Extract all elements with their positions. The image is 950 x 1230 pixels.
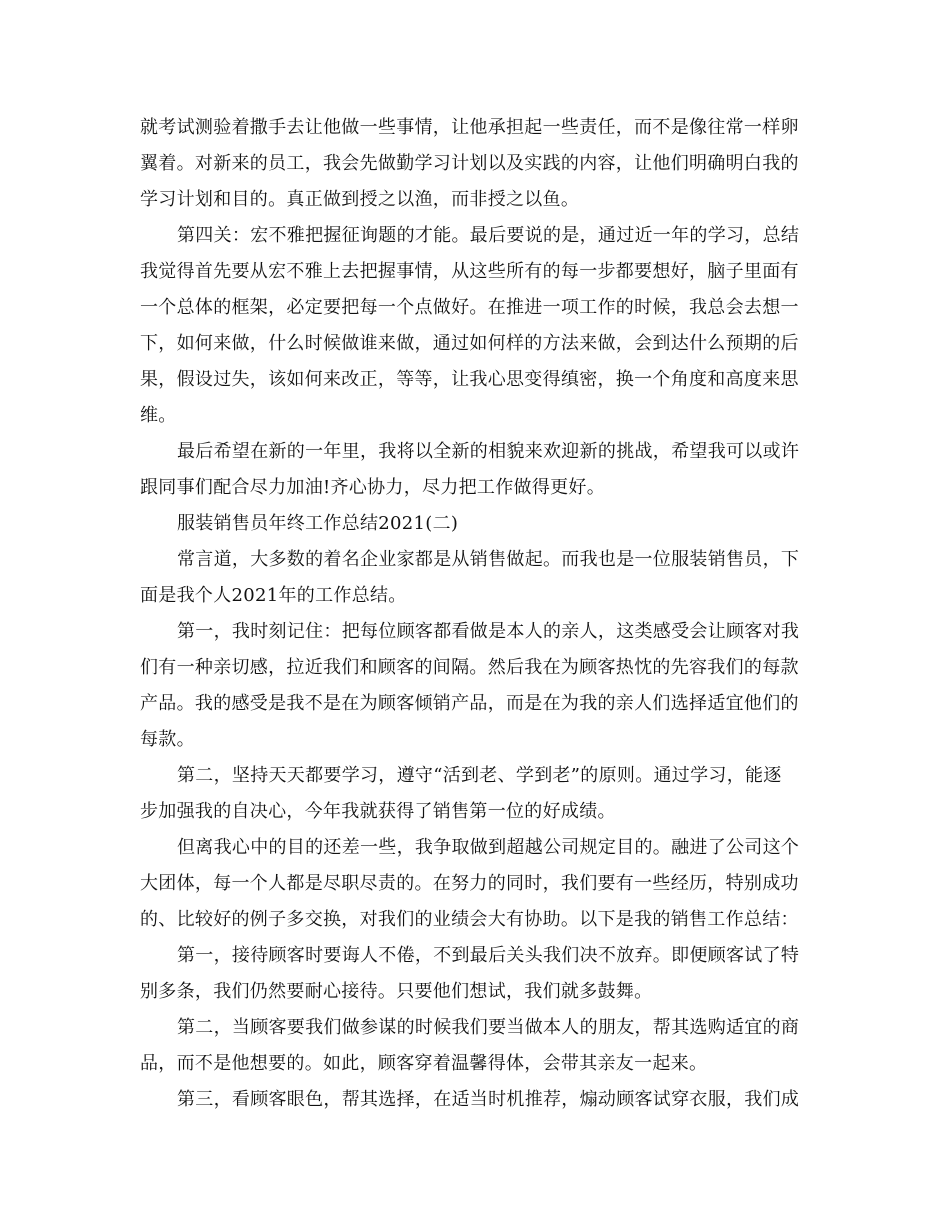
paragraph: [140, 542, 825, 614]
text-line: 们有一种亲切感，拉近我们和顾客的间隔。然后我在为顾客热忱的先容我们的每款: [140, 657, 799, 678]
paragraph: [140, 434, 825, 506]
paragraph: [140, 758, 825, 830]
text-line: 学习计划和目的。真正做到授之以渔，而非授之以鱼。: [140, 189, 580, 210]
text-line: 维。: [140, 405, 177, 426]
text-line: 品，而不是他想要的。如此，顾客穿着温馨得体，会带其亲友一起来。: [140, 1053, 708, 1074]
text-line: 第二，当顾客要我们做参谋的时候我们要当做本人的朋友，帮其选购适宜的商: [177, 1017, 800, 1038]
text-line: 的、比较好的例子多交换，对我们的业绩会大有协助。以下是我的销售工作总结：: [140, 909, 799, 930]
text-line: 第三，看顾客眼色，帮其选择，在适当时机推荐，煽动顾客试穿衣服，我们成: [177, 1089, 800, 1110]
text-line: 但离我心中的目的还差一些，我争取做到超越公司规定目的。融进了公司这个: [177, 837, 800, 858]
text-line: 一个总体的框架，必定要把每一个点做好。在推进一项工作的时候，我总会去想一: [140, 297, 799, 318]
text-line: 我觉得首先要从宏不雅上去把握事情，从这些所有的每一步都要想好，脑子里面有: [140, 261, 799, 282]
paragraph: [140, 218, 825, 434]
text-line: 别多条，我们仍然要耐心接待。只要他们想试，我们就多鼓舞。: [140, 981, 653, 1002]
text-line: 第二，坚持天天都要学习，遵守“活到老、学到老”的原则。通过学习，能逐: [177, 765, 782, 786]
text-line: 跟同事们配合尽力加油!齐心协力，尽力把工作做得更好。: [140, 477, 606, 498]
text-line: 第四关：宏不雅把握征询题的才能。最后要说的是，通过近一年的学习，总结: [177, 225, 800, 246]
paragraph: [140, 830, 825, 938]
text-line: 果，假设过失，该如何来改正，等等，让我心思变得缜密，换一个角度和高度来思: [140, 369, 799, 390]
paragraph: [140, 938, 825, 1010]
paragraph: [140, 1010, 825, 1082]
text-line: 就考试测验着撒手去让他做一些事情，让他承担起一些责任，而不是像往常一样卵: [140, 117, 799, 138]
text-line: 每款。: [140, 729, 195, 750]
text-line: 最后希望在新的一年里，我将以全新的相貌来欢迎新的挑战，希望我可以或许: [177, 441, 800, 462]
document-body: [140, 110, 825, 1118]
text-line: 大团体，每一个人都是尽职尽责的。在努力的同时，我们要有一些经历，特别成功: [140, 873, 799, 894]
paragraph: [140, 110, 825, 218]
text-line: 翼着。对新来的员工，我会先做勤学习计划以及实践的内容，让他们明确明白我的: [140, 153, 799, 174]
text-line: 第一，接待顾客时要诲人不倦，不到最后关头我们决不放弃。即便顾客试了特: [177, 945, 800, 966]
text-line: 步加强我的自决心，今年我就获得了销售第一位的好成绩。: [140, 801, 616, 822]
text-line: 下，如何来做，什么时候做谁来做，通过如何样的方法来做，会到达什么预期的后: [140, 333, 799, 354]
text-line: 产品。我的感受是我不是在为顾客倾销产品，而是在为我的亲人们选择适宜他们的: [140, 693, 799, 714]
paragraph: [140, 614, 825, 758]
section-heading: [140, 506, 825, 542]
text-line: 面是我个人2021年的工作总结。: [140, 585, 407, 606]
text-line: 常言道，大多数的着名企业家都是从销售做起。而我也是一位服装销售员，下: [177, 549, 800, 570]
heading-line: 服装销售员年终工作总结2021(二): [177, 513, 459, 534]
text-line: 第一，我时刻记住：把每位顾客都看做是本人的亲人，这类感受会让顾客对我: [177, 621, 800, 642]
paragraph: [140, 1082, 825, 1118]
